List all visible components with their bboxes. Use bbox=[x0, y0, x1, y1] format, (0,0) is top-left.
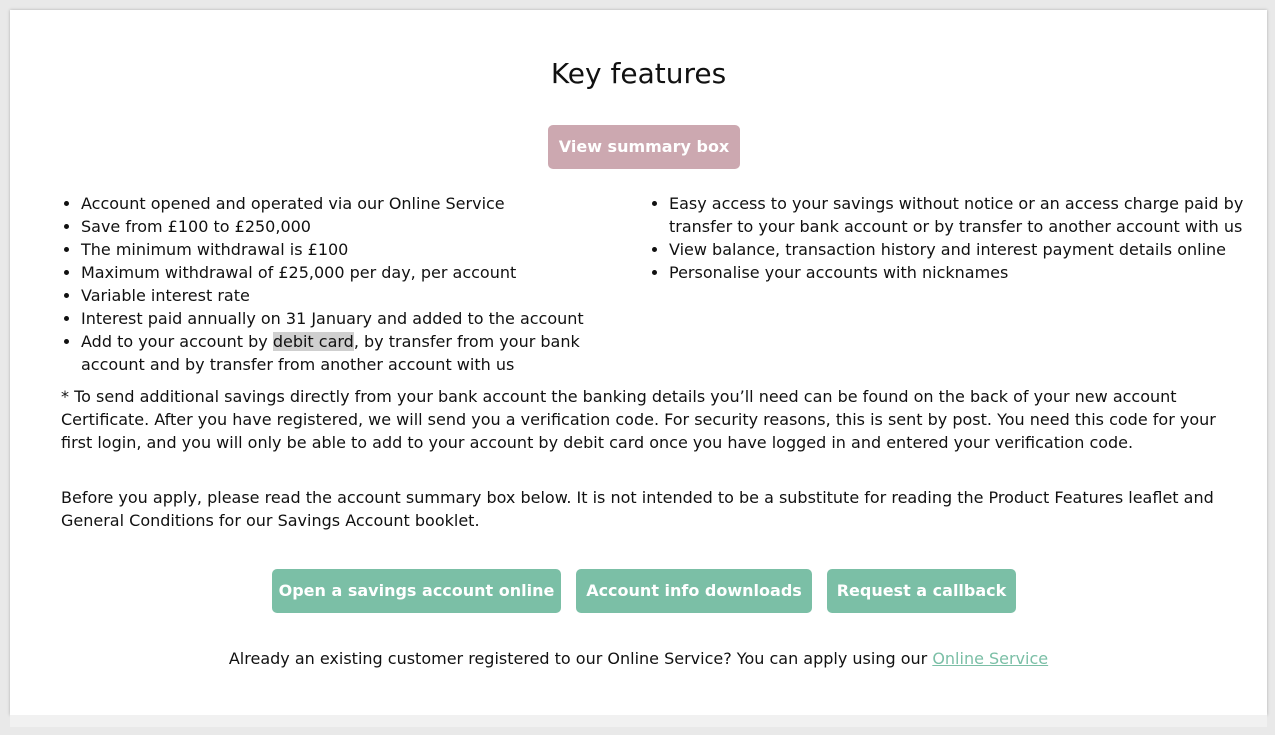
key-features-panel bbox=[10, 10, 1267, 715]
request-callback-button[interactable]: Request a callback bbox=[827, 569, 1016, 613]
list-item: • Account opened and operated via our Online Service bbox=[81, 192, 641, 215]
list-item: • Easy access to your savings without notice or an access charge paid by transfer to your bank account or by transfer to another account with us bbox=[669, 192, 1244, 238]
existing-customer-note bbox=[10, 647, 1267, 670]
online-service-link[interactable]: Online Service bbox=[932, 649, 1049, 668]
view-summary-box-button[interactable]: View summary box bbox=[548, 125, 740, 169]
page-title: Key features bbox=[550, 57, 727, 90]
page-footer-strip bbox=[10, 715, 1267, 727]
open-savings-account-button[interactable]: Open a savings account online bbox=[272, 569, 561, 613]
list-item: • Save from £100 to £250,000 bbox=[81, 215, 641, 238]
account-info-downloads-button[interactable]: Account info downloads bbox=[576, 569, 812, 613]
list-item: • The minimum withdrawal is £100 bbox=[81, 238, 641, 261]
list-item-add-to-account bbox=[81, 330, 641, 376]
list-item: • Personalise your accounts with nicknames bbox=[669, 261, 1244, 284]
list-item: • View balance, transaction history and interest payment details online bbox=[669, 238, 1244, 261]
highlighted-text: debit card bbox=[272, 332, 354, 351]
list-item-text: , by transfer from your bank account and by transfer from another account with us bbox=[81, 332, 580, 374]
features-list-right bbox=[649, 192, 1244, 284]
additional-savings-note: * To send additional savings directly from your bank account the banking details you’ll need can be found on the back of your new account Certificate. After you have registered, we will send you a verification code. For security reasons, this is sent by post. You need this code for your first login, and you will only be able to add to your account by debit card once you have logged in and entered your verification code. bbox=[61, 387, 1216, 452]
list-item: • Maximum withdrawal of £25,000 per day, per account bbox=[81, 261, 641, 284]
summary-box-note: Before you apply, please read the account summary box below. It is not intended to be a substitute for reading the Product Features leaflet and General Conditions for our Savings Account booklet. bbox=[61, 488, 1214, 530]
list-item-text: Add to your account by bbox=[81, 332, 273, 351]
existing-customer-text: Already an existing customer registered to our Online Service? You can apply using our bbox=[228, 649, 933, 668]
list-item: • Interest paid annually on 31 January and added to the account bbox=[81, 307, 641, 330]
features-list-left bbox=[61, 192, 641, 376]
list-item: • Variable interest rate bbox=[81, 284, 641, 307]
